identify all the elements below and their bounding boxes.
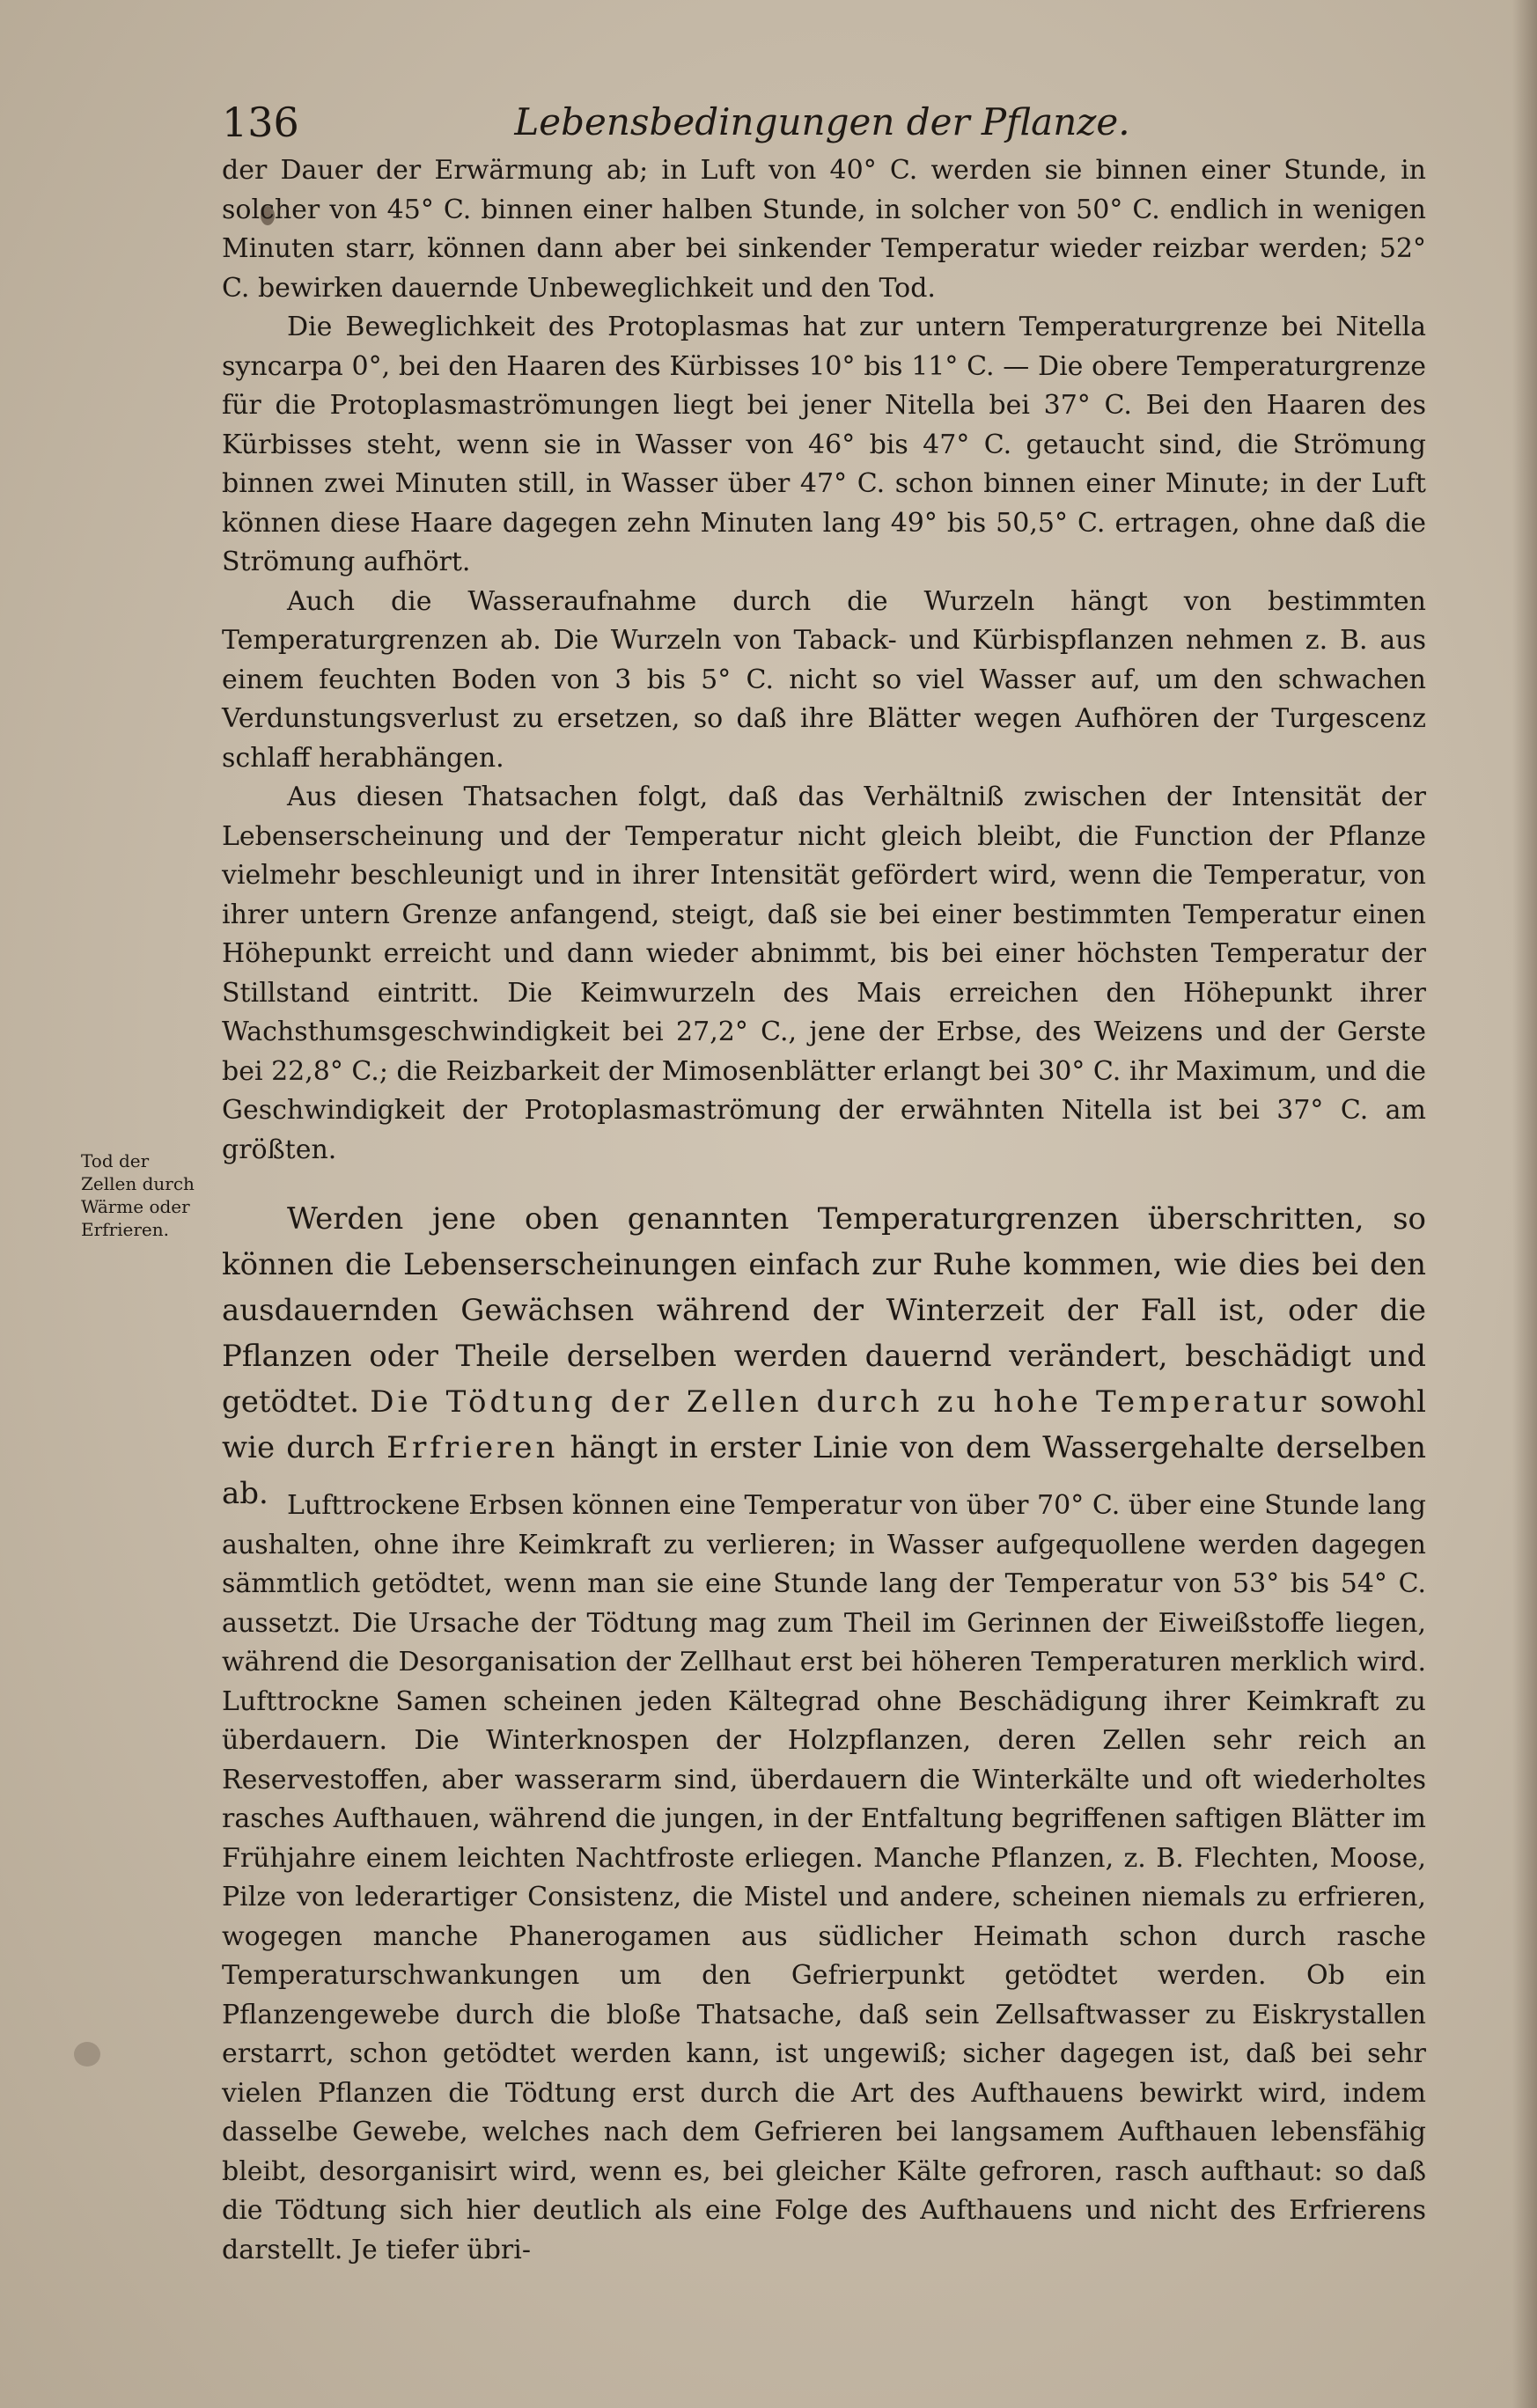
text-block-upper xyxy=(222,151,1426,1168)
page-edge-shadow xyxy=(1512,0,1537,2408)
paragraph-large xyxy=(222,1196,1426,1516)
marginal-note-line: Wärme oder xyxy=(81,1196,190,1217)
text-block-lower xyxy=(222,1487,1426,2271)
page-number: 136 xyxy=(222,99,299,146)
spaced-emphasis: Erfrieren xyxy=(386,1430,559,1465)
running-title: Lebensbedingungen der Pflanze. xyxy=(514,100,1130,143)
marginal-note xyxy=(81,1149,213,1241)
text-block-large-print xyxy=(222,1196,1427,1511)
paragraph: Die Beweglichkeit des Protoplasmas hat zur untern Temperaturgrenze bei Nitella syncarpa 0°, bei den Haaren des Kürbisses 10° bis 11° C. — Die obere Temperaturgrenze für die Protoplasmaströmungen liegt bei jener Nitella bei 37° C. Bei den Haaren des Kürbisses steht, wenn sie in Wasser von 46° bis 47° C. getaucht sind, die Strömung binnen zwei Minuten still, in Wasser über 47° C. schon binnen einer Minute; in der Luft können diese Haare dagegen zehn Minuten lang 49° bis 50,5° C. ertragen, ohne daß die Strömung aufhört. xyxy=(222,312,1426,577)
marginal-note-line: Tod der xyxy=(81,1150,150,1171)
paragraph: Lufttrockene Erbsen können eine Temperatur von über 70° C. über eine Stunde lang aushalten, ohne ihre Keimkraft zu verlieren; in Wasser aufgequollene werden dagegen sämmtlich getödtet, wenn man sie eine Stunde lang der Temperatur von 53° bis 54° C. aussetzt. Die Ursache der Tödtung mag zum Theil im Gerinnen der Eiweißstoffe liegen, während die Desorganisation der Zellhaut erst bei höheren Temperaturen merklich wird. Lufttrockne Samen scheinen jeden Kältegrad ohne Beschädigung ihrer Keimkraft zu überdauern. Die Winterknospen der Holzpflanzen, deren Zellen sehr reich an Reservestoffen, aber wasserarm sind, überdauern die Winterkälte und oft wiederholtes rasches Aufthauen, während die jungen, in der Entfaltung begriffenen saftigen Blätter im Frühjahre einem leichten Nachtfroste erliegen. Manche Pflanzen, z. B. Flechten, Moose, Pilze von lederartiger Consistenz, die Mistel und andere, scheinen niemals zu erfrieren, wogegen manche Phanerogamen aus südlicher Heimath schon durch rasche Temperaturschwankungen um den Gefrierpunkt getödtet werden. Ob ein Pflanzengewebe durch die bloße Thatsache, daß sein Zellsaftwasser zu Eiskrystallen erstarrt, schon getödtet werden kann, ist ungewiß; sicher dagegen ist, daß bei sehr vielen Pflanzen die Tödtung erst durch die Art des Aufthauens bewirkt wird, indem dasselbe Gewebe, welches nach dem Gefrieren bei langsamem Aufthauen lebensfähig bleibt, desorganisirt wird, wenn es, bei gleicher Kälte gefroren, rasch aufthaut: so daß die Tödtung sich hier deutlich als eine Folge des Aufthauens und nicht des Erfrierens darstellt. Je tiefer übri- xyxy=(222,1490,1426,2265)
paragraph-text: sowohl wie durch xyxy=(222,1384,1427,1465)
marginal-note-line: Zellen durch xyxy=(81,1173,195,1194)
paragraph-text: hängt in erster Linie von dem Wassergehalte derselben ab. xyxy=(222,1430,1426,1511)
page-header xyxy=(222,92,1423,153)
ink-stain xyxy=(74,2042,100,2067)
marginal-note-line: Erfrieren. xyxy=(81,1219,169,1240)
paragraph: Auch die Wasseraufnahme durch die Wurzeln hängt von bestimmten Temperaturgrenzen ab. Die Wurzeln von Taback- und Kürbispflanzen nehmen z. B. aus einem feuchten Boden von 3 bis 5° C. nicht so viel Wasser auf, um den schwachen Verdunstungsverlust zu ersetzen, so daß ihre Blätter wegen Aufhören der Turgescenz schlaff herabhängen. xyxy=(222,585,1426,774)
paragraph: Aus diesen Thatsachen folgt, daß das Verhältniß zwischen der Intensität der Lebenserscheinung und der Temperatur nicht gleich bleibt, die Function der Pflanze vielmehr beschleunigt und in ihrer Intensität gefördert wird, wenn die Temperatur, von ihrer untern Grenze anfangend, steigt, daß sie bei einer bestimmten Temperatur einen Höhepunkt erreicht und dann wieder abnimmt, bis bei einer höchsten Temperatur der Stillstand eintritt. Die Keimwurzeln des Mais erreichen den Höhepunkt ihrer Wachsthumsgeschwindigkeit bei 27,2° C., jene der Erbse, des Weizens und der Gerste bei 22,8° C.; die Reizbarkeit der Mimosenblätter erlangt bei 30° C. ihr Maximum, und die Geschwindigkeit der Protoplasmaströmung der erwähnten Nitella ist bei 37° C. am größten. xyxy=(222,782,1427,1165)
paragraph: der Dauer der Erwärmung ab; in Luft von 40° C. werden sie binnen einer Stunde, in solcher von 45° C. binnen einer halben Stunde, in solcher von 50° C. endlich in wenigen Minuten starr, können dann aber bei sinkender Temperatur wieder reizbar werden; 52° C. bewirken dauernde Unbeweglichkeit und den Tod. xyxy=(222,155,1426,304)
text-column xyxy=(222,151,1426,2271)
spaced-emphasis: Die Tödtung der Zellen durch zu hohe Temperatur xyxy=(370,1384,1310,1420)
paragraph-text: Werden jene oben genannten Temperaturgrenzen überschritten, so können die Lebenserscheinungen einfach zur Ruhe kommen, wie dies bei den ausdauernden Gewächsen während der Winterzeit der Fall ist, oder die Pflanzen oder Theile derselben werden dauernd verändert, beschädigt und getödtet. xyxy=(222,1201,1426,1420)
